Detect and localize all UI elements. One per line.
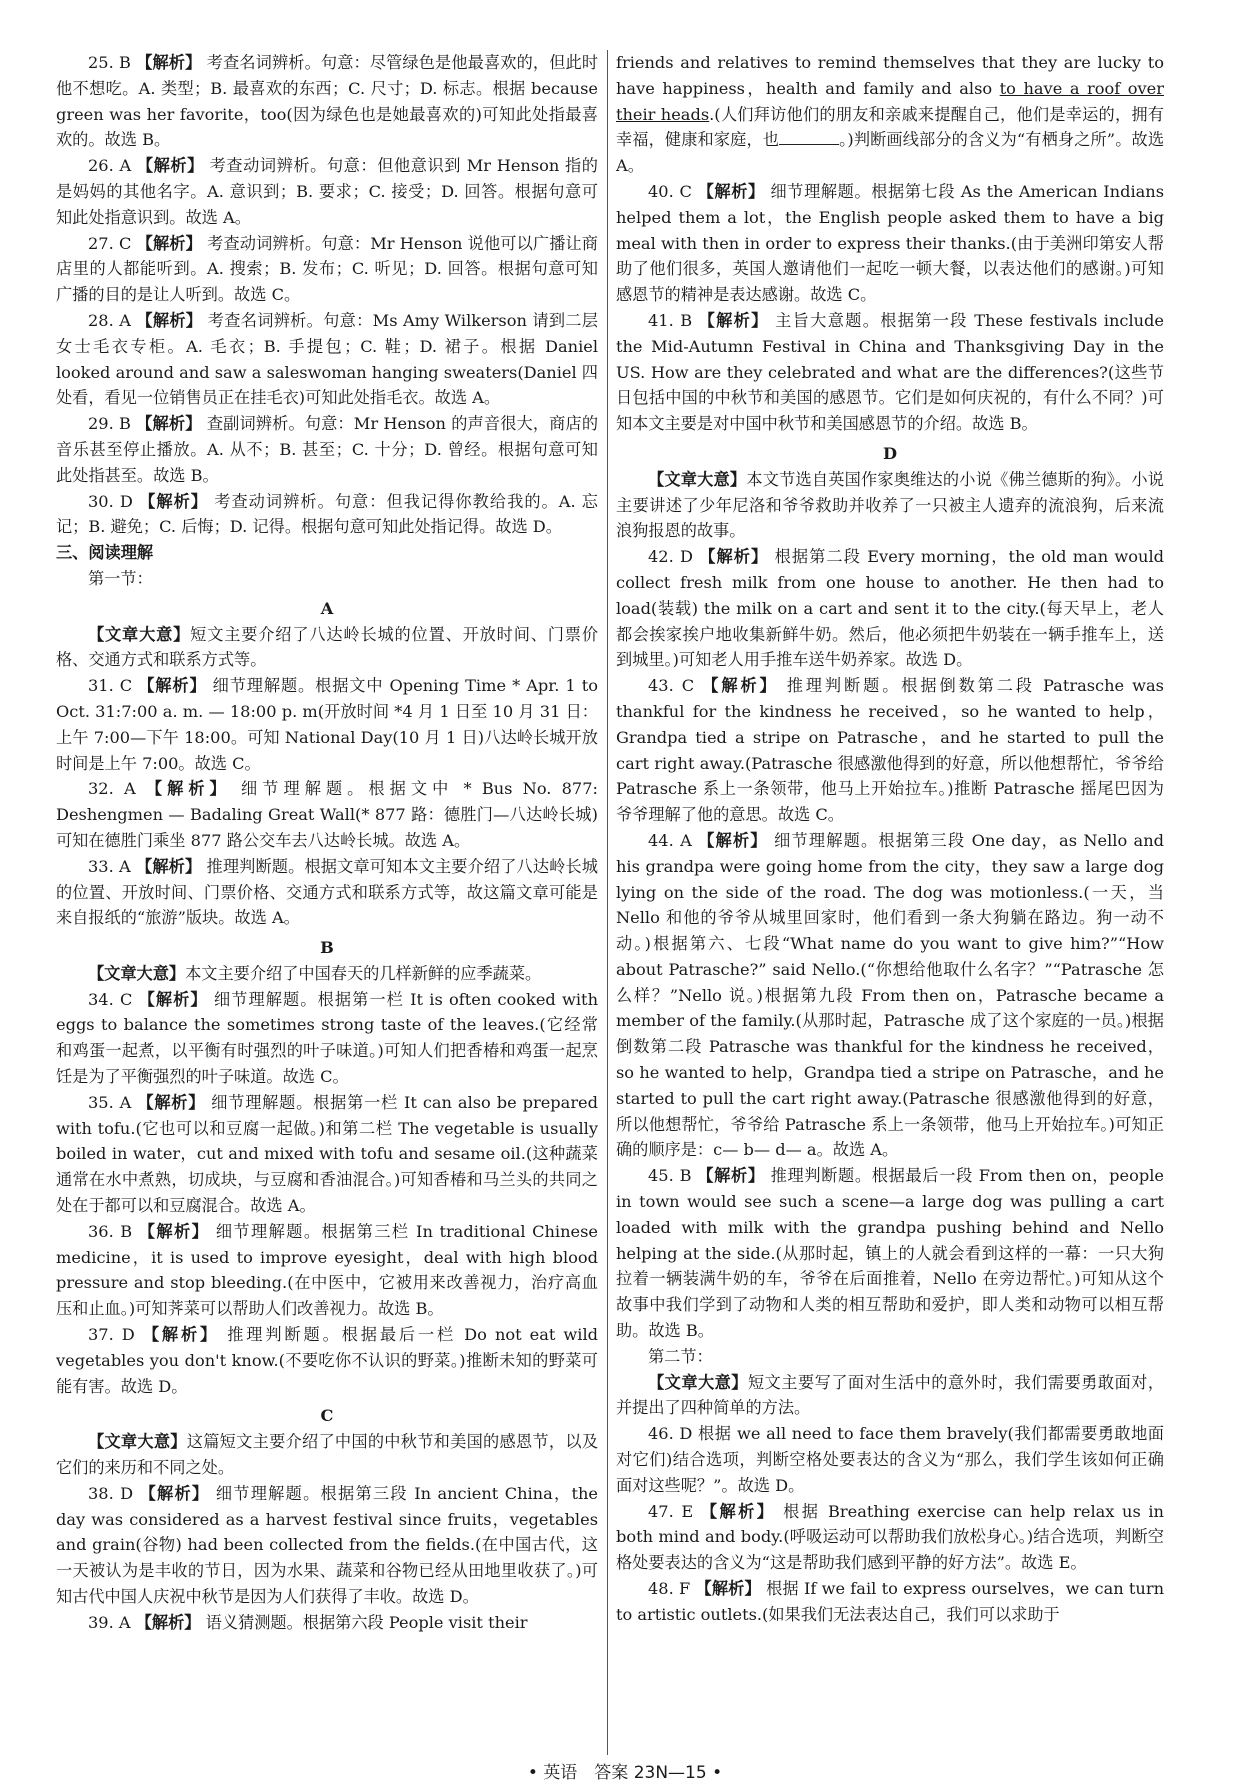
passage-letter-b: B	[320, 938, 334, 958]
answer-33: 33. A 【解析】 推理判断题。根据文章可知本文主要介绍了八达岭长城的位置、开放时间、门票价格、交通方式和联系方式等，故这篇文章可能是来自报纸的“旅游”版块。故选 A。	[56, 856, 598, 928]
answer-35: 35. A 【解析】 细节理解题。根据第一栏 It can also be prepared with tofu.(它也可以和豆腐一起做。)和第二栏 The vegetable is usually boiled in water，cut and mixed with tofu and sesame oil.(这种蔬菜通常在水中煮熟，切成块，与豆腐和香油混合。)可知香椿和马兰头的共同之处在于都可以和豆腐混合。故选 A。	[56, 1092, 599, 1216]
answer-48: 48. F 【解析】 根据 If we fail to express ourselves，we can turn to artistic outlets.(如果我们无法表达自己，我们可以求助于	[616, 1579, 1165, 1624]
answer-34: 34. C 【解析】 细节理解题。根据第一栏 It is often cooked with eggs to balance the sometimes strong taste of the leaves.(它经常和鸡蛋一起煮，以平衡有时强烈的叶子味道。)可知人们把香椿和鸡蛋一起烹饪是为了平衡强烈的叶子味道。故选 C。	[56, 989, 598, 1087]
subsection-2: 第二节：	[648, 1346, 713, 1366]
answer-30: 30. D 【解析】 考查动词辨析。句意：但我记得你教给我的。A. 忘记；B. 避免；C. 后悔；D. 记得。根据句意可知此处指记得。故选 D。	[56, 491, 598, 537]
answer-46: 46. D 根据 we all need to face them bravely(我们都需要勇敢地面对它们)结合选项，判断空格处要表达的含义为“那么，我们学生该如何正确面对这些呢？”。故选 D。	[616, 1424, 1164, 1495]
answer-37: 37. D 【解析】 推理判断题。根据最后一栏 Do not eat wild vegetables you don't know.(不要吃你不认识的野菜。)推断未知的野菜可能有害。故选 D。	[56, 1325, 598, 1396]
summary-section-2: 【文章大意】短文主要写了面对生活中的意外时，我们需要勇敢面对，并提出了四种简单的方法。	[616, 1372, 1165, 1418]
left-column	[56, 50, 598, 1750]
page-footer: • 英语 答案 23N—15 •	[527, 1763, 723, 1783]
answer-44: 44. A 【解析】 细节理解题。根据第三段 One day，as Nello and his grandpa were going home from the city，they saw a large dog lying on the side of the road. The dog was motionless.(一天，当 Nello 和他的爷爷从城里回家时，他们看到一条大狗躺在路边。狗一动不动。)根据第六、七段“What name do you want to give him?”“How about Patrasche?” said Nello.(“你想给他取什么名字？”“Patrasche 怎么样？”Nello 说。)根据第九段 From then on，Patrasche became a member of the family.(从那时起，Patrasche 成了这个家庭的一员。)根据倒数第二段 Patrasche was thankful for the kindness he received，so he wanted to help，Grandpa tied a stripe on Patrasche，and he started to pull the cart right away.(Patrasche 很感激他得到的好意，所以他想帮忙，爷爷给 Patrasche 系上一条领带，他马上开始拉车。)可知正确的顺序是：c— b— d— a。故选 A。	[616, 830, 1164, 1160]
answer-29: 29. B 【解析】 查副词辨析。句意：Mr Henson 的声音很大，商店的音乐甚至停止播放。A. 从不；B. 甚至；C. 十分；D. 曾经。根据句意可知此处指甚至。故选 B。	[56, 414, 599, 485]
column-divider	[607, 50, 608, 1755]
answer-25: 25. B 【解析】 考查名词辨析。句意：尽管绿色是他最喜欢的，但此时他不想吃。A. 类型；B. 最喜欢的东西；C. 尺寸；D. 标志。根据 because green was her favorite，too(因为绿色也是她最喜欢的)可知此处指最喜欢的。故选 B。	[56, 53, 599, 150]
answer-39: 39. A 【解析】 语义猜测题。根据第六段 People visit their	[88, 1612, 528, 1632]
section-heading-reading: 三、阅读理解	[56, 543, 154, 563]
answer-28: 28. A 【解析】 考查名词辨析。句意：Ms Amy Wilkerson 请到二层女士毛衣专柜。A. 毛衣；B. 手提包；C. 鞋；D. 裙子。根据 Daniel looked around and saw a saleswoman hanging sweaters(Daniel 四处看，看见一位销售员正在挂毛衣)可知此处指毛衣。故选 A。	[56, 310, 598, 408]
underlined-phrase: to have a roof over their heads	[616, 78, 1164, 124]
passage-letter-d: D	[882, 443, 898, 463]
answer-45: 45. B 【解析】 推理判断题。根据最后一段 From then on，people in town would see such a scene—a large dog was pulling a cart loaded with milk with the grandpa pushing behind and Nello helping at the side.(从那时起，镇上的人就会看到这样的一幕：一只大狗拉着一辆装满牛奶的车，爷爷在后面推着，Nello 在旁边帮忙。)可知从这个故事中我们学到了动物和人类的相互帮助和爱护，即人类和动物可以相互帮助。故选 B。	[616, 1166, 1164, 1341]
answer-32: 32. A 【解析】 细节理解题。根据文中 * Bus No. 877: Deshengmen — Badaling Great Wall(* 877 路：德胜门—八达岭长城)可知在德胜门乘坐 877 路公交车去八达岭长城。故选 A。	[56, 779, 598, 850]
answer-31: 31. C 【解析】 细节理解题。根据文中 Opening Time * Apr. 1 to Oct. 31:7:00 a. m. — 18:00 p. m(开放时间 *4 月 1 日至 10 月 31 日：上午 7:00—下午 18:00。可知 National Day(10 月 1 日)八达岭长城开放时间是上午 7:00。故选 C。	[56, 676, 598, 773]
summary-b: 【文章大意】本文主要介绍了中国春天的几样新鲜的应季蔬菜。	[88, 963, 542, 983]
answer-40: 40. C 【解析】 细节理解题。根据第七段 As the American Indians helped them a lot，the English people asked them to have a big meal with then in order to express their thanks.(由于美洲印第安人帮助了他们很多，英国人邀请他们一起吃一顿大餐，以表达他们的感谢。)可知感恩节的精神是表达感谢。故选 C。	[616, 181, 1165, 305]
answer-43: 43. C 【解析】 推理判断题。根据倒数第二段 Patrasche was thankful for the kindness he received，so he wanted to help，Grandpa tied a stripe on Patrasche，and he started to pull the cart right away.(Patrasche 很感激他得到的好意，所以他想帮忙，爷爷给 Patrasche 系上一条领带，他马上开始拉车。)推断 Patrasche 摇尾巴因为爷爷理解了他的意思。故选 C。	[616, 676, 1164, 825]
summary-d: 【文章大意】本文节选自英国作家奥维达的小说《佛兰德斯的狗》。小说主要讲述了少年尼洛和爷爷救助并收养了一只被主人遗弃的流浪狗，后来流浪狗报恩的故事。	[616, 469, 1164, 541]
answer-39-continued: friends and relatives to remind themselves that they are lucky to have happiness，health and family and also to have a roof over their heads.(人们拜访他们的朋友和亲戚来提醒自己，他们是幸运的，拥有幸福，健康和家庭，也 。)判断画线部分的含义为“有栖身之所”。故选 A。	[616, 53, 1165, 176]
passage-letter-a: A	[320, 598, 334, 618]
right-column	[616, 50, 1164, 1750]
summary-a: 【文章大意】短文主要介绍了八达岭长城的位置、开放时间、门票价格、交通方式和联系方式等。	[56, 624, 599, 670]
answer-36: 36. B 【解析】 细节理解题。根据第三栏 In traditional Chinese medicine，it is used to improve eyesight，deal with high blood pressure and stop bleeding.(在中医中，它被用来改善视力，治疗高血压和止血。)可知荠菜可以帮助人们改善视力。故选 B。	[56, 1221, 599, 1319]
fill-blank	[779, 130, 839, 145]
answer-41: 41. B 【解析】 主旨大意题。根据第一段 These festivals include the Mid-Autumn Festival in China and Thanksgiving Day in the US. How are they celebrated and what are the differences?(这些节日包括中国的中秋节和美国的感恩节。它们是如何庆祝的，有什么不同？)可知本文主要是对中国中秋节和美国感恩节的介绍。故选 B。	[616, 310, 1164, 434]
answer-27: 27. C 【解析】 考查动词辨析。句意：Mr Henson 说他可以广播让商店里的人都能听到。A. 搜索；B. 发布；C. 听见；D. 回答。根据句意可知广播的目的是让人听到。故选 C。	[56, 233, 598, 305]
subsection-1: 第一节：	[88, 568, 153, 588]
passage-letter-c: C	[320, 1406, 334, 1426]
answer-47: 47. E 【解析】 根据 Breathing exercise can help relax us in both mind and body.(呼吸运动可以帮助我们放松身心。)结合选项，判断空格处要表达的含义为“这是帮助我们感到平静的好方法”。故选 E。	[616, 1501, 1164, 1573]
answer-38: 38. D 【解析】 细节理解题。根据第三段 In ancient China，the day was considered as a harvest festival since fruits，vegetables and grain(谷物) had been collected from the fields.(在中国古代，这一天被认为是丰收的节日，因为水果、蔬菜和谷物已经从田地里收获了。)可知古代中国人庆祝中秋节是因为人们获得了丰收。故选 D。	[56, 1483, 598, 1607]
answer-42: 42. D 【解析】 根据第二段 Every morning，the old man would collect fresh milk from one house to another. He then had to load(装载) the milk on a cart and sent it to the city.(每天早上，老人都会挨家挨户地收集新鲜牛奶。然后，他必须把牛奶装在一辆手推车上，送到城里。)可知老人用手推车送牛奶养家。故选 D。	[616, 547, 1164, 670]
summary-c: 【文章大意】这篇短文主要介绍了中国的中秋节和美国的感恩节，以及它们的来历和不同之处。	[56, 1432, 599, 1478]
answer-26: 26. A 【解析】 考查动词辨析。句意：但他意识到 Mr Henson 指的是妈妈的其他名字。A. 意识到；B. 要求；C. 接受；D. 回答。根据句意可知此处指意识到。故选 A。	[56, 156, 598, 227]
